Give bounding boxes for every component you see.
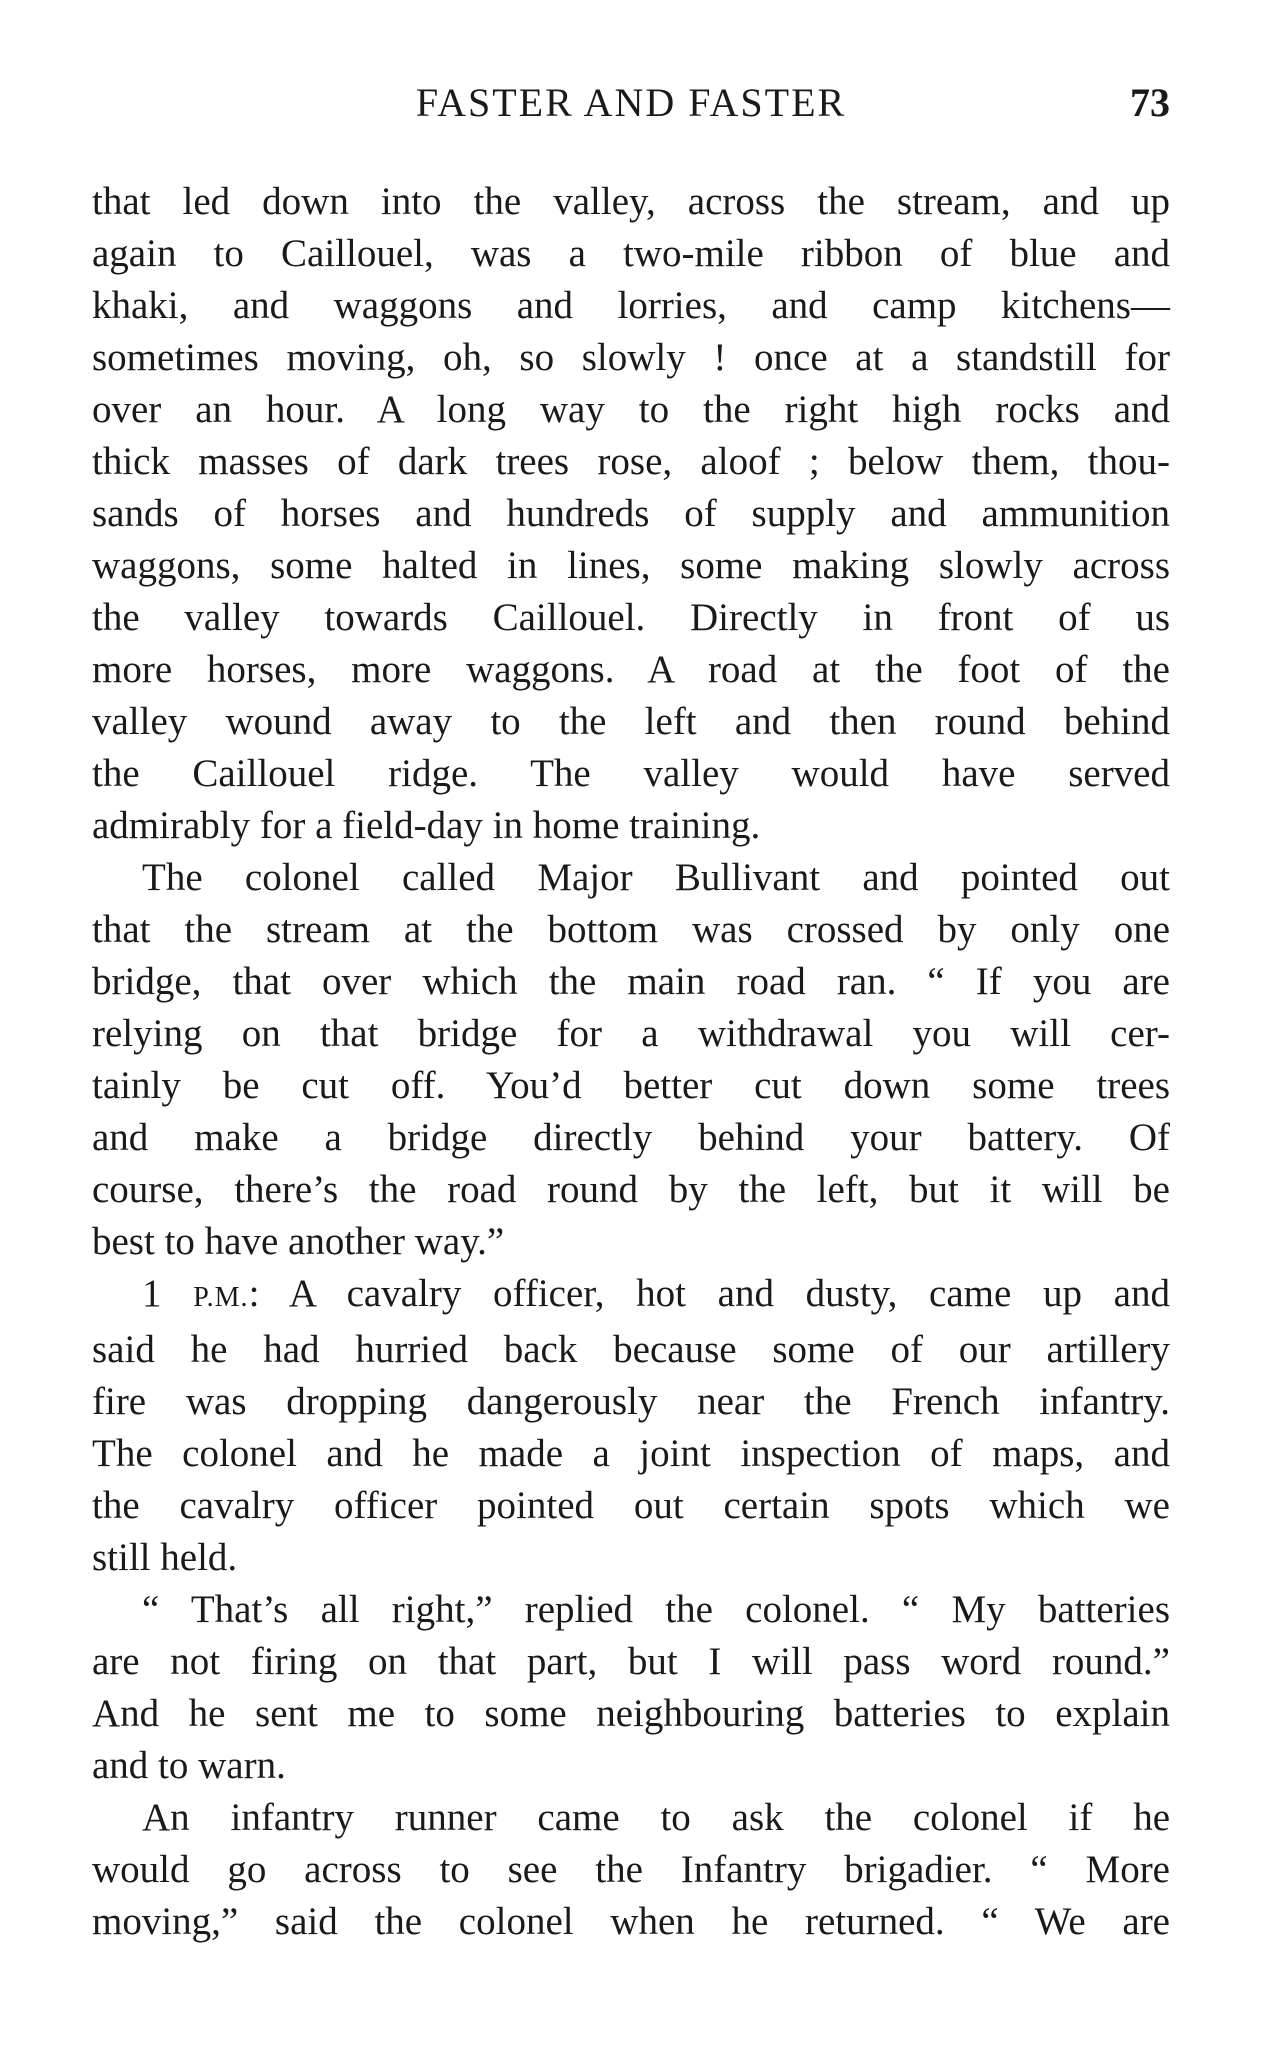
paragraph-reply [92,1584,1170,1792]
text-line: still held. [92,1536,238,1579]
time-smallcaps: P.M. [193,1282,249,1313]
text-line: An infantry runner came to ask the colonel if he [142,1796,1170,1839]
text-line: that the stream at the bottom was crossed by only one [92,908,1170,951]
text-line: would go across to see the Infantry brigadier. “ More [92,1848,1170,1891]
running-head [92,78,1170,128]
text-line: sands of horses and hundreds of supply and ammunition [92,492,1170,535]
text-line: course, there’s the road round by the left, but it will be [92,1168,1170,1211]
text-line: the Caillouel ridge. The valley would have served [92,752,1170,795]
text-line: and to warn. [92,1744,286,1787]
text-line: and make a bridge directly behind your battery. Of [92,1116,1170,1159]
page-number: 73 [1130,80,1170,125]
text-line: admirably for a field-day in home training. [92,804,761,847]
text-line: fire was dropping dangerously near the French infantry. [92,1380,1170,1423]
text-line: again to Caillouel, was a two-mile ribbon of blue and [92,232,1170,275]
text-line [92,1268,1170,1324]
text-line: are not firing on that part, but I will pass word round.” [92,1640,1170,1683]
text-line: the valley towards Caillouel. Directly in front of us [92,596,1170,639]
text-line: the cavalry officer pointed out certain spots which we [92,1484,1170,1527]
text-line: “ That’s all right,” replied the colonel. “ My batteries [142,1588,1170,1631]
text-line: The colonel and he made a joint inspection of maps, and [92,1432,1170,1475]
text-line: that led down into the valley, across the stream, and up [92,180,1170,223]
text-line: sometimes moving, oh, so slowly ! once at a standstill for [92,336,1170,379]
text-line: best to have another way.” [92,1220,505,1263]
text-line: thick masses of dark trees rose, aloof ; below them, thou- [92,440,1170,483]
line-rest: : A cavalry officer, hot and dusty, came up and [248,1272,1170,1315]
text-line: moving,” said the colonel when he returned. “ We are [92,1900,1170,1943]
text-line: bridge, that over which the main road ran. “ If you are [92,960,1170,1003]
text-line: relying on that bridge for a withdrawal you will cer- [92,1012,1170,1055]
running-title: FASTER AND FASTER [415,80,847,125]
text-line: valley wound away to the left and then round behind [92,700,1170,743]
text-line: over an hour. A long way to the right high rocks and [92,388,1170,431]
paragraph-runner [92,1792,1170,1948]
text-line: said he had hurried back because some of our artillery [92,1328,1170,1371]
body-text [92,176,1170,1948]
text-line: And he sent me to some neighbouring batteries to explain [92,1692,1170,1735]
paragraph-bridge [92,852,1170,1268]
text-line: khaki, and waggons and lorries, and camp kitchens— [92,284,1170,327]
time-prefix: 1 [142,1272,194,1315]
text-line: waggons, some halted in lines, some making slowly across [92,544,1170,587]
text-line: The colonel called Major Bullivant and pointed out [142,856,1170,899]
paragraph-cavalry [92,1268,1170,1584]
paragraph-valley [92,176,1170,852]
text-line: tainly be cut off. You’d better cut down some trees [92,1064,1170,1107]
text-line: more horses, more waggons. A road at the foot of the [92,648,1170,691]
